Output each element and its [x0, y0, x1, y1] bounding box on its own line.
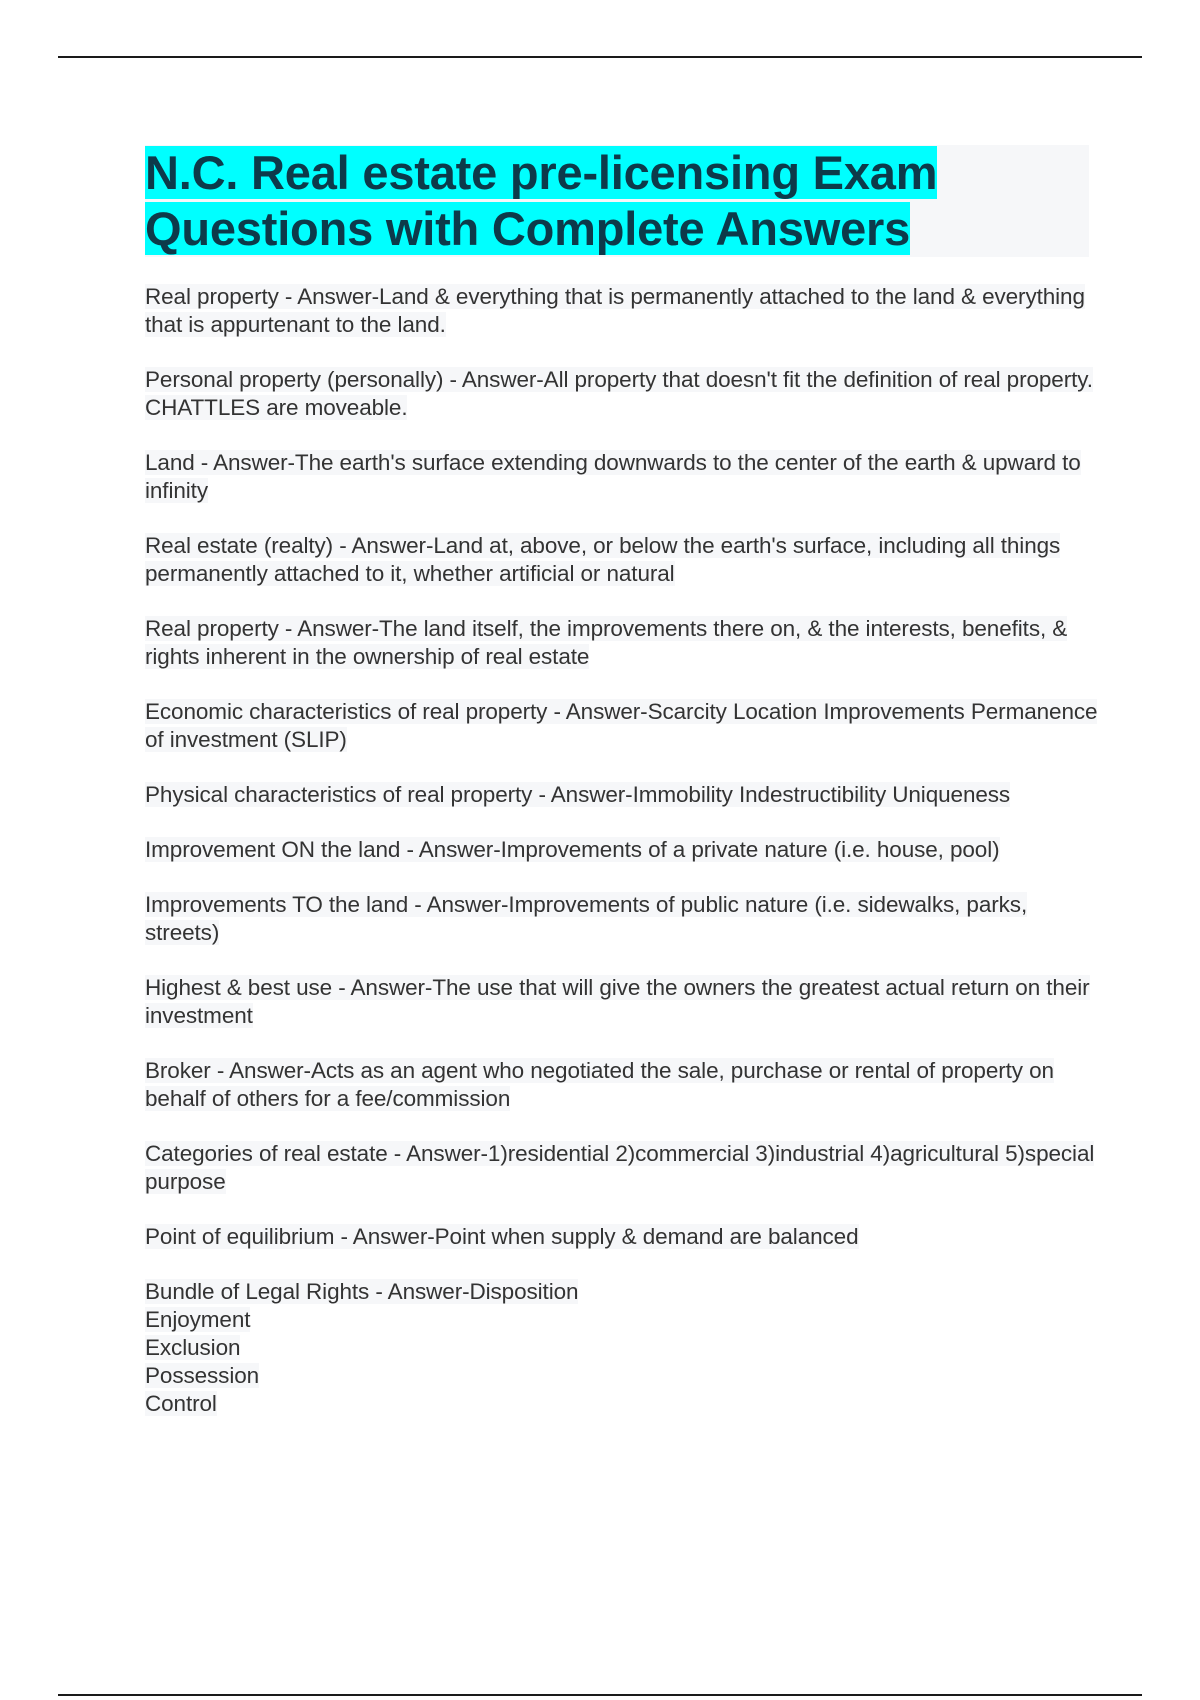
qa-entry: Real estate (realty) - Answer-Land at, above, or below the earth's surface, including all things permanently attached to it, whether artificial or natural [145, 533, 1061, 586]
page-title [145, 145, 1089, 257]
bundle-line: Exclusion [145, 1335, 241, 1360]
qa-entry: Personal property (personally) - Answer-All property that doesn't fit the definition of real property. CHATTLES are moveable. [145, 367, 1093, 420]
bottom-rule [58, 1694, 1142, 1696]
qa-entry: Categories of real estate - Answer-1)residential 2)commercial 3)industrial 4)agricultural 5)special purpose [145, 1141, 1095, 1194]
title-line-1: N.C. Real estate pre-licensing Exam [145, 146, 938, 199]
qa-entry: Broker - Answer-Acts as an agent who negotiated the sale, purchase or rental of property on behalf of others for a fee/commission [145, 1058, 1054, 1111]
qa-entry: Improvement ON the land - Answer-Improvements of a private nature (i.e. house, pool) [145, 837, 1000, 862]
bundle-line: Enjoyment [145, 1307, 251, 1332]
qa-entry-bundle-of-rights [145, 1278, 1100, 1418]
bundle-line: Bundle of Legal Rights - Answer-Disposition [145, 1279, 579, 1304]
title-block [145, 145, 1089, 257]
bundle-line: Control [145, 1391, 217, 1416]
qa-entry: Physical characteristics of real property - Answer-Immobility Indestructibility Uniqueness [145, 782, 1011, 807]
title-line-2: Questions with Complete Answers [145, 202, 911, 255]
qa-entry: Economic characteristics of real property - Answer-Scarcity Location Improvements Permanence of investment (SLIP) [145, 699, 1098, 752]
qa-entry: Real property - Answer-Land & everything that is permanently attached to the land & everything that is appurtenant to the land. [145, 284, 1085, 337]
qa-entry: Point of equilibrium - Answer-Point when supply & demand are balanced [145, 1224, 859, 1249]
qa-entry: Real property - Answer-The land itself, the improvements there on, & the interests, benefits, & rights inherent in the ownership of real estate [145, 616, 1068, 669]
qa-list [145, 283, 1100, 1445]
qa-entry: Land - Answer-The earth's surface extending downwards to the center of the earth & upward to infinity [145, 450, 1081, 503]
top-rule [58, 56, 1142, 58]
qa-entry: Highest & best use - Answer-The use that will give the owners the greatest actual return on their investment [145, 975, 1090, 1028]
bundle-line: Possession [145, 1363, 260, 1388]
qa-entry: Improvements TO the land - Answer-Improvements of public nature (i.e. sidewalks, parks, streets) [145, 892, 1028, 945]
